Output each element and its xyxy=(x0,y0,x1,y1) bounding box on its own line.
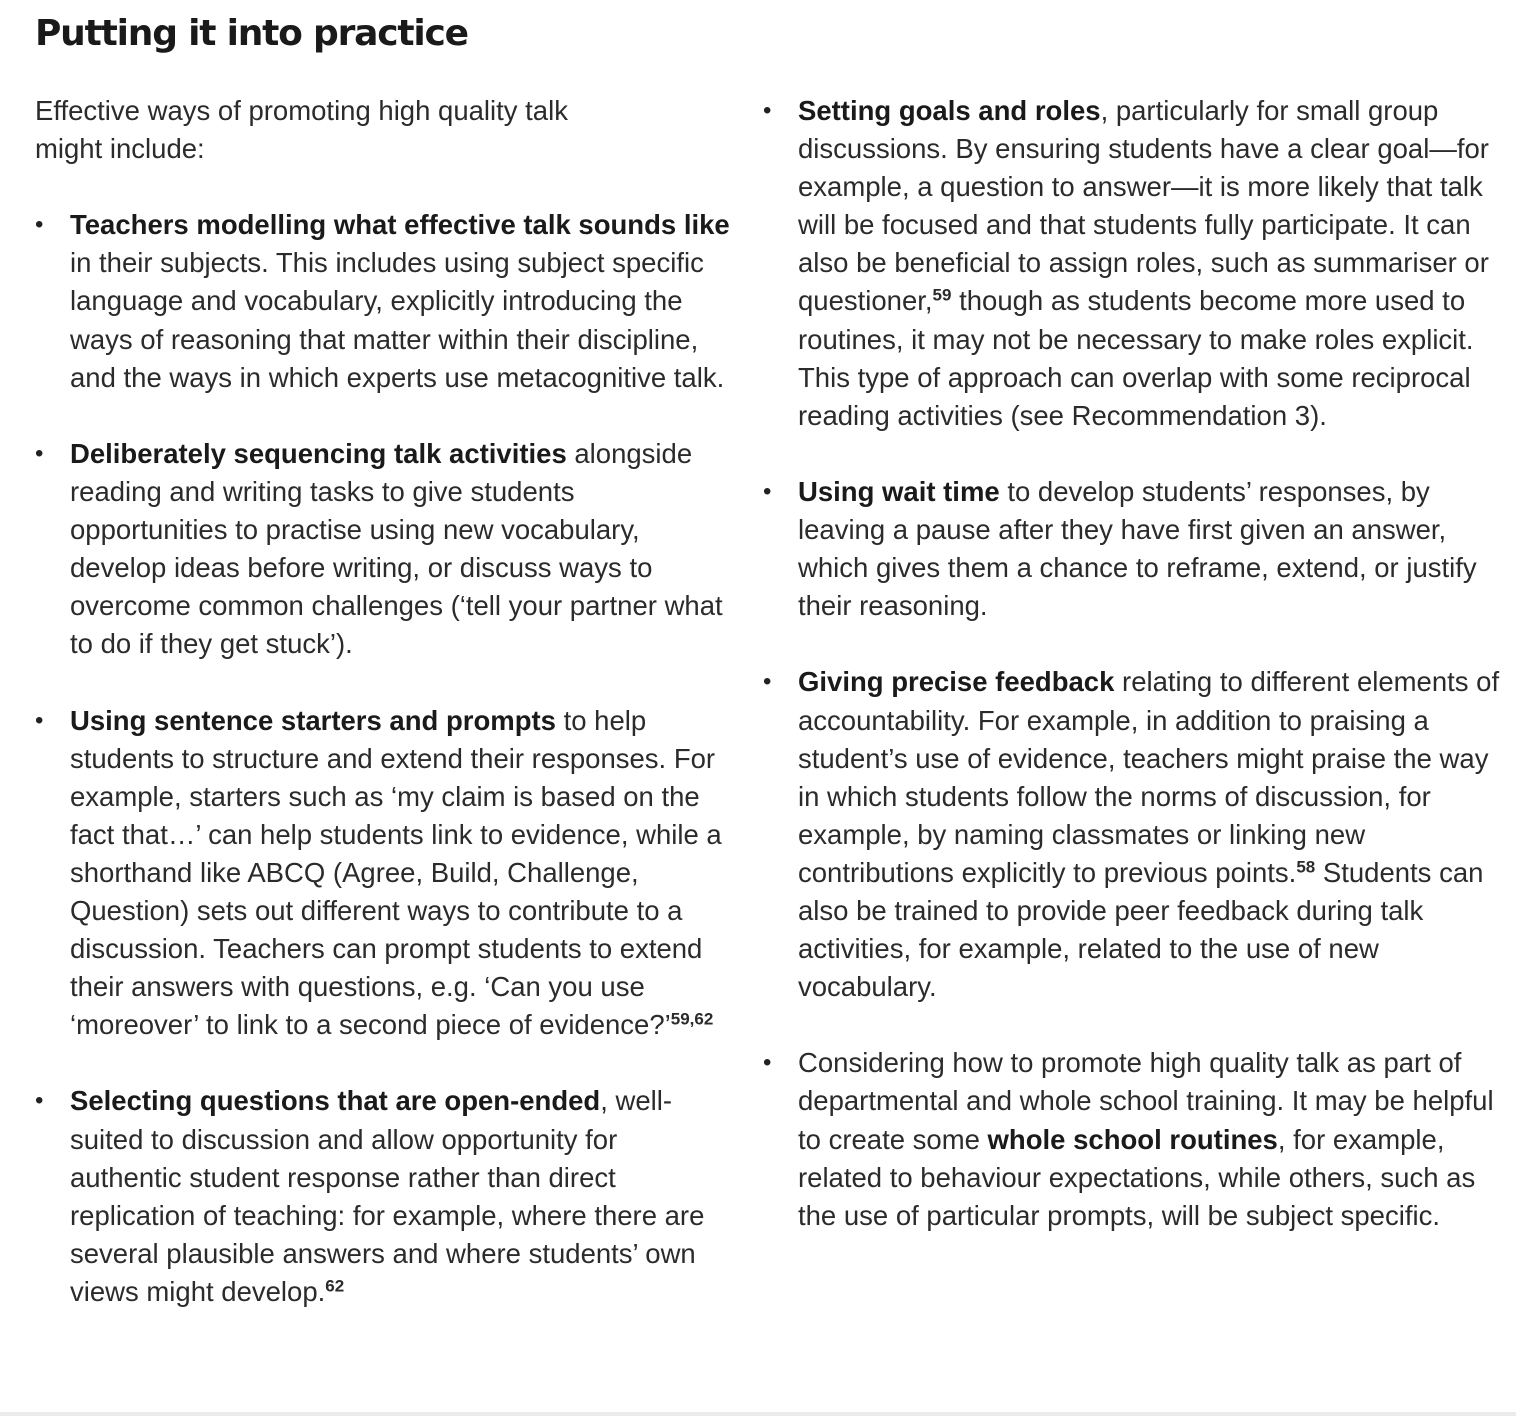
item-heading: Using wait time xyxy=(798,475,1000,507)
bullet-icon: • xyxy=(763,668,772,696)
list-item-modelling-talk xyxy=(35,206,735,396)
page-title: Putting it into practice xyxy=(35,13,468,54)
item-text: alongside reading and writing tasks to give students opportunities to practise using new vocabulary, develop ideas before writing, or discuss ways to overcome common challenges (‘tell your partner what to do if they get stuck’). xyxy=(70,437,723,660)
item-heading: Using sentence starters and prompts xyxy=(70,704,556,736)
citation-superscript: 62 xyxy=(325,1276,345,1296)
item-text-continued: , for example, related to behaviour expectations, while others, such as the use of particular prompts, will be subject specific. xyxy=(798,1123,1476,1231)
intro-line-1: Effective ways of promoting high quality talk xyxy=(35,95,568,126)
item-heading: Selecting questions that are open-ended xyxy=(70,1085,601,1117)
bullet-icon: • xyxy=(763,97,772,124)
item-heading: Setting goals and roles xyxy=(798,95,1101,126)
intro-line-2: might include: xyxy=(35,133,205,165)
citation-superscript: 58 xyxy=(1296,857,1316,877)
intro-text xyxy=(35,92,735,168)
bullet-icon: • xyxy=(35,706,44,734)
bullet-icon: • xyxy=(35,211,44,239)
item-text: , well-suited to discussion and allow opportunity for authentic student response rather than direct replication of teaching: for example, where there are several plausible answers and where students’ own views might develop. xyxy=(70,1085,705,1307)
item-text: , particularly for small group discussions. By ensuring students have a clear goal—for example, a question to answer—it is more likely that talk will be focused and that students fully participate. It can also be beneficial to assign roles, such as summariser or questioner, xyxy=(798,95,1489,317)
list-item-wait-time xyxy=(763,473,1503,625)
item-heading: Deliberately sequencing talk activities xyxy=(70,437,567,469)
list-item-open-questions xyxy=(35,1082,735,1311)
list-item-precise-feedback xyxy=(763,663,1503,1006)
bullet-icon: • xyxy=(35,439,44,467)
right-bullet-list xyxy=(763,92,1503,1235)
item-heading: Giving precise feedback xyxy=(798,666,1115,698)
item-text: to develop students’ responses, by leaving a pause after they have first given an answer, which gives them a chance to reframe, extend, or justify their reasoning. xyxy=(798,475,1477,622)
left-column xyxy=(35,92,735,1349)
citation-superscript: 59,62 xyxy=(670,1009,714,1029)
item-text: to help students to structure and extend their responses. For example, starters such as ‘my claim is based on the fact that…’ can help students link to evidence, while a shorthand like ABCQ (Agree, Build, Challenge, Question) sets out different ways to contribute to a discussion. Teachers can prompt students to extend their answers with questions, e.g. ‘Can you use ‘moreover’ to link to a second piece of evidence?’ xyxy=(70,704,722,1041)
item-text-continued: Students can also be trained to provide peer feedback during talk activities, for example, related to the use of new vocabulary. xyxy=(798,856,1484,1003)
list-item-sentence-starters xyxy=(35,702,735,1045)
item-heading: whole school routines xyxy=(987,1123,1278,1155)
bullet-icon: • xyxy=(35,1087,44,1115)
list-item-school-training xyxy=(763,1044,1503,1234)
list-item-sequencing-talk xyxy=(35,435,735,664)
item-text: in their subjects. This includes using subject specific language and vocabulary, explicitly introducing the ways of reasoning that matter within their discipline, and the ways in which experts use metacognitive talk. xyxy=(70,247,725,393)
bottom-edge-divider xyxy=(0,1412,1516,1416)
citation-superscript: 59 xyxy=(932,286,952,306)
left-bullet-list xyxy=(35,206,735,1311)
item-heading: Teachers modelling what effective talk sounds like xyxy=(70,209,730,241)
bullet-icon: • xyxy=(763,477,772,505)
item-text: Considering how to promote high quality talk as part of departmental and whole school training. It may be helpful to create some xyxy=(798,1047,1494,1155)
item-text-continued: though as students become more used to routines, it may not be necessary to make roles explicit. This type of approach can overlap with some reciprocal reading activities (see Recommendation 3). xyxy=(798,285,1474,431)
right-column xyxy=(763,92,1503,1273)
list-item-goals-roles xyxy=(763,92,1503,435)
bullet-icon: • xyxy=(763,1049,772,1077)
item-text: relating to different elements of accountability. For example, in addition to praising a student’s use of evidence, teachers might praise the way in which students follow the norms of discussion, for example, by naming classmates or linking new contributions explicitly to previous points. xyxy=(798,666,1500,888)
